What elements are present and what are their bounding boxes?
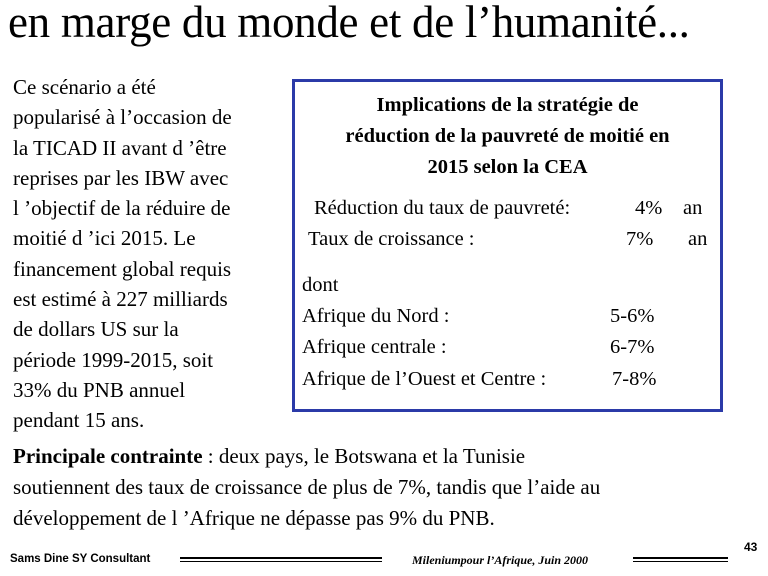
left-line: Ce scénario a été [13, 75, 156, 99]
slide-title: en marge du monde et de l’humanité... [8, 0, 690, 47]
left-line: l ’objectif de la réduire de [13, 196, 231, 221]
region-label: Afrique de l’Ouest et Centre : [302, 368, 547, 390]
region-value: 5-6% [610, 305, 655, 327]
left-line: moitié d ’ici 2015. Le [13, 226, 196, 251]
growth-rate-value: 7% [626, 228, 654, 250]
region-label: Afrique du Nord : [302, 305, 450, 327]
constraint-line: développement de l ’Afrique ne dépasse pas 9% du PNB. [13, 506, 495, 530]
poverty-reduction-label: Réduction du taux de pauvreté: [314, 197, 571, 219]
left-line: période 1999-2015, soit [13, 347, 214, 372]
constraint-line [13, 441, 753, 472]
poverty-reduction-unit: an [683, 197, 703, 219]
left-line: la TICAD II avant d ’être [13, 135, 227, 160]
region-value: 6-7% [610, 336, 655, 358]
box-title-line: 2015 selon la CEA [427, 156, 588, 178]
growth-rate-label: Taux de croissance : [308, 228, 475, 250]
footer-event: Mileniumpour l’Afrique, Juin 2000 [412, 553, 589, 567]
region-label: Afrique centrale : [302, 336, 447, 358]
left-line: financement global requis [13, 256, 232, 281]
left-line: 33% du PNB annuel [13, 377, 186, 402]
constraint-rest: : deux pays, le Botswana et la Tunisie [202, 444, 526, 468]
constraint-lead: Principale contrainte [13, 444, 203, 468]
region-value: 7-8% [612, 368, 657, 390]
left-line: pendant 15 ans. [13, 408, 145, 433]
left-paragraph [13, 72, 283, 436]
constraint-line: soutiennent des taux de croissance de plus de 7%, tandis que l’aide au [13, 475, 601, 499]
poverty-reduction-value: 4% [635, 197, 663, 219]
box-title [295, 90, 720, 183]
box-title-line: réduction de la pauvreté de moitié en [345, 125, 670, 147]
growth-rate-unit: an [688, 228, 708, 250]
left-line: est estimé à 227 milliards [13, 287, 228, 312]
implications-box [292, 79, 723, 412]
constraint-paragraph [13, 441, 753, 534]
left-line: de dollars US sur la [13, 317, 179, 342]
left-line: reprises par les IBW avec [13, 165, 229, 190]
page-number: 43 [744, 540, 758, 554]
footer-rule [633, 557, 728, 559]
footer-author: Sams Dine SY Consultant [10, 553, 151, 565]
box-title-line: Implications de la stratégie de [376, 94, 639, 116]
left-line: popularisé à l’occasion de [13, 105, 232, 130]
footer-rule [180, 557, 382, 559]
dont-label: dont [302, 274, 339, 296]
